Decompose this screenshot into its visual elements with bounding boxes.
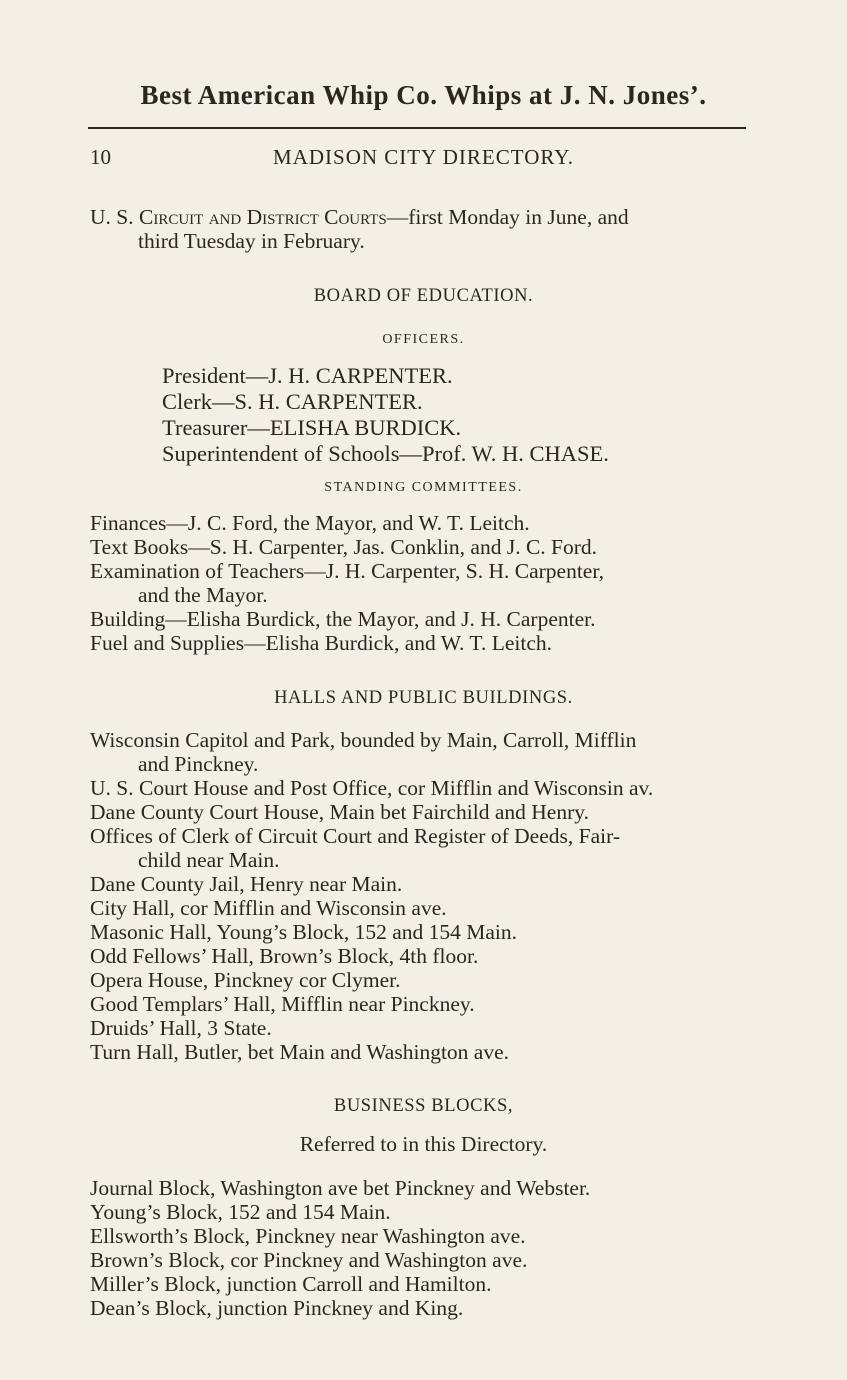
officer-treasurer: Treasurer—ELISHA BURDICK. [162, 415, 462, 440]
hall-line: Wisconsin Capitol and Park, bounded by Main, Carroll, Mifflin [90, 728, 637, 752]
block-line: Journal Block, Washington ave bet Pinckney and Webster. [90, 1176, 591, 1200]
courts-line-2: third Tuesday in February. [138, 229, 365, 253]
committee-examination: Examination of Teachers—J. H. Carpenter, S. H. Carpenter, [90, 559, 605, 583]
hall-line: Dane County Jail, Henry near Main. [90, 872, 403, 896]
block-line: Ellsworth’s Block, Pinckney near Washington ave. [90, 1224, 526, 1248]
courts-entry [90, 205, 780, 253]
blocks-list [90, 1176, 780, 1320]
officer-clerk: Clerk—S. H. CARPENTER. [162, 389, 423, 414]
officer-president: President—J. H. CARPENTER. [162, 363, 453, 388]
officers-heading: OFFICERS. [382, 332, 465, 347]
hall-line: Offices of Clerk of Circuit Court and Register of Deeds, Fair- [90, 824, 620, 848]
hall-line: Dane County Court House, Main bet Fairchild and Henry. [90, 800, 589, 824]
officers-list [162, 363, 762, 467]
hall-line: City Hall, cor Mifflin and Wisconsin ave. [90, 896, 447, 920]
hall-line: Turn Hall, Butler, bet Main and Washington ave. [90, 1040, 509, 1064]
committee-fuel: Fuel and Supplies—Elisha Burdick, and W. T. Leitch. [90, 631, 552, 655]
committee-finances: Finances—J. C. Ford, the Mayor, and W. T. Leitch. [90, 511, 530, 535]
committees-heading: STANDING COMMITTEES. [324, 480, 523, 495]
block-line: Miller’s Block, junction Carroll and Hamilton. [90, 1272, 492, 1296]
hall-line: Masonic Hall, Young’s Block, 152 and 154 Main. [90, 920, 518, 944]
block-line: Dean’s Block, junction Pinckney and King. [90, 1296, 464, 1320]
hall-line: Opera House, Pinckney cor Clymer. [90, 968, 401, 992]
hall-line: child near Main. [138, 848, 280, 872]
hall-line: Odd Fellows’ Hall, Brown’s Block, 4th floor. [90, 944, 479, 968]
block-line: Young’s Block, 152 and 154 Main. [90, 1200, 391, 1224]
hall-line: Druids’ Hall, 3 State. [90, 1016, 272, 1040]
officer-superintendent: Superintendent of Schools—Prof. W. H. CHASE. [162, 441, 609, 466]
committee-examination-cont: and the Mayor. [138, 583, 268, 607]
blocks-subtitle: Referred to in this Directory. [299, 1132, 548, 1156]
courts-text-1: —first Monday in June, and [386, 205, 629, 229]
board-heading: BOARD OF EDUCATION. [313, 286, 534, 306]
courts-label: U. S. Circuit and District Courts [90, 205, 387, 229]
header-rule [88, 127, 746, 129]
halls-list [90, 728, 780, 1064]
committee-building: Building—Elisha Burdick, the Mayor, and J. H. Carpenter. [90, 607, 596, 631]
committees-list [90, 511, 780, 655]
advertisement-header: Best American Whip Co. Whips at J. N. Jones’. [140, 80, 707, 110]
courts-line-1 [90, 205, 780, 229]
halls-heading: HALLS AND PUBLIC BUILDINGS. [274, 688, 573, 708]
hall-line: Good Templars’ Hall, Mifflin near Pinckney. [90, 992, 475, 1016]
running-title: MADISON CITY DIRECTORY. [273, 145, 574, 169]
hall-line: U. S. Court House and Post Office, cor Mifflin and Wisconsin av. [90, 776, 654, 800]
committee-text-books: Text Books—S. H. Carpenter, Jas. Conklin, and J. C. Ford. [90, 535, 598, 559]
hall-line: and Pinckney. [138, 752, 259, 776]
page-number: 10 [90, 145, 111, 169]
blocks-heading: BUSINESS BLOCKS, [333, 1096, 514, 1116]
block-line: Brown’s Block, cor Pinckney and Washington ave. [90, 1248, 528, 1272]
